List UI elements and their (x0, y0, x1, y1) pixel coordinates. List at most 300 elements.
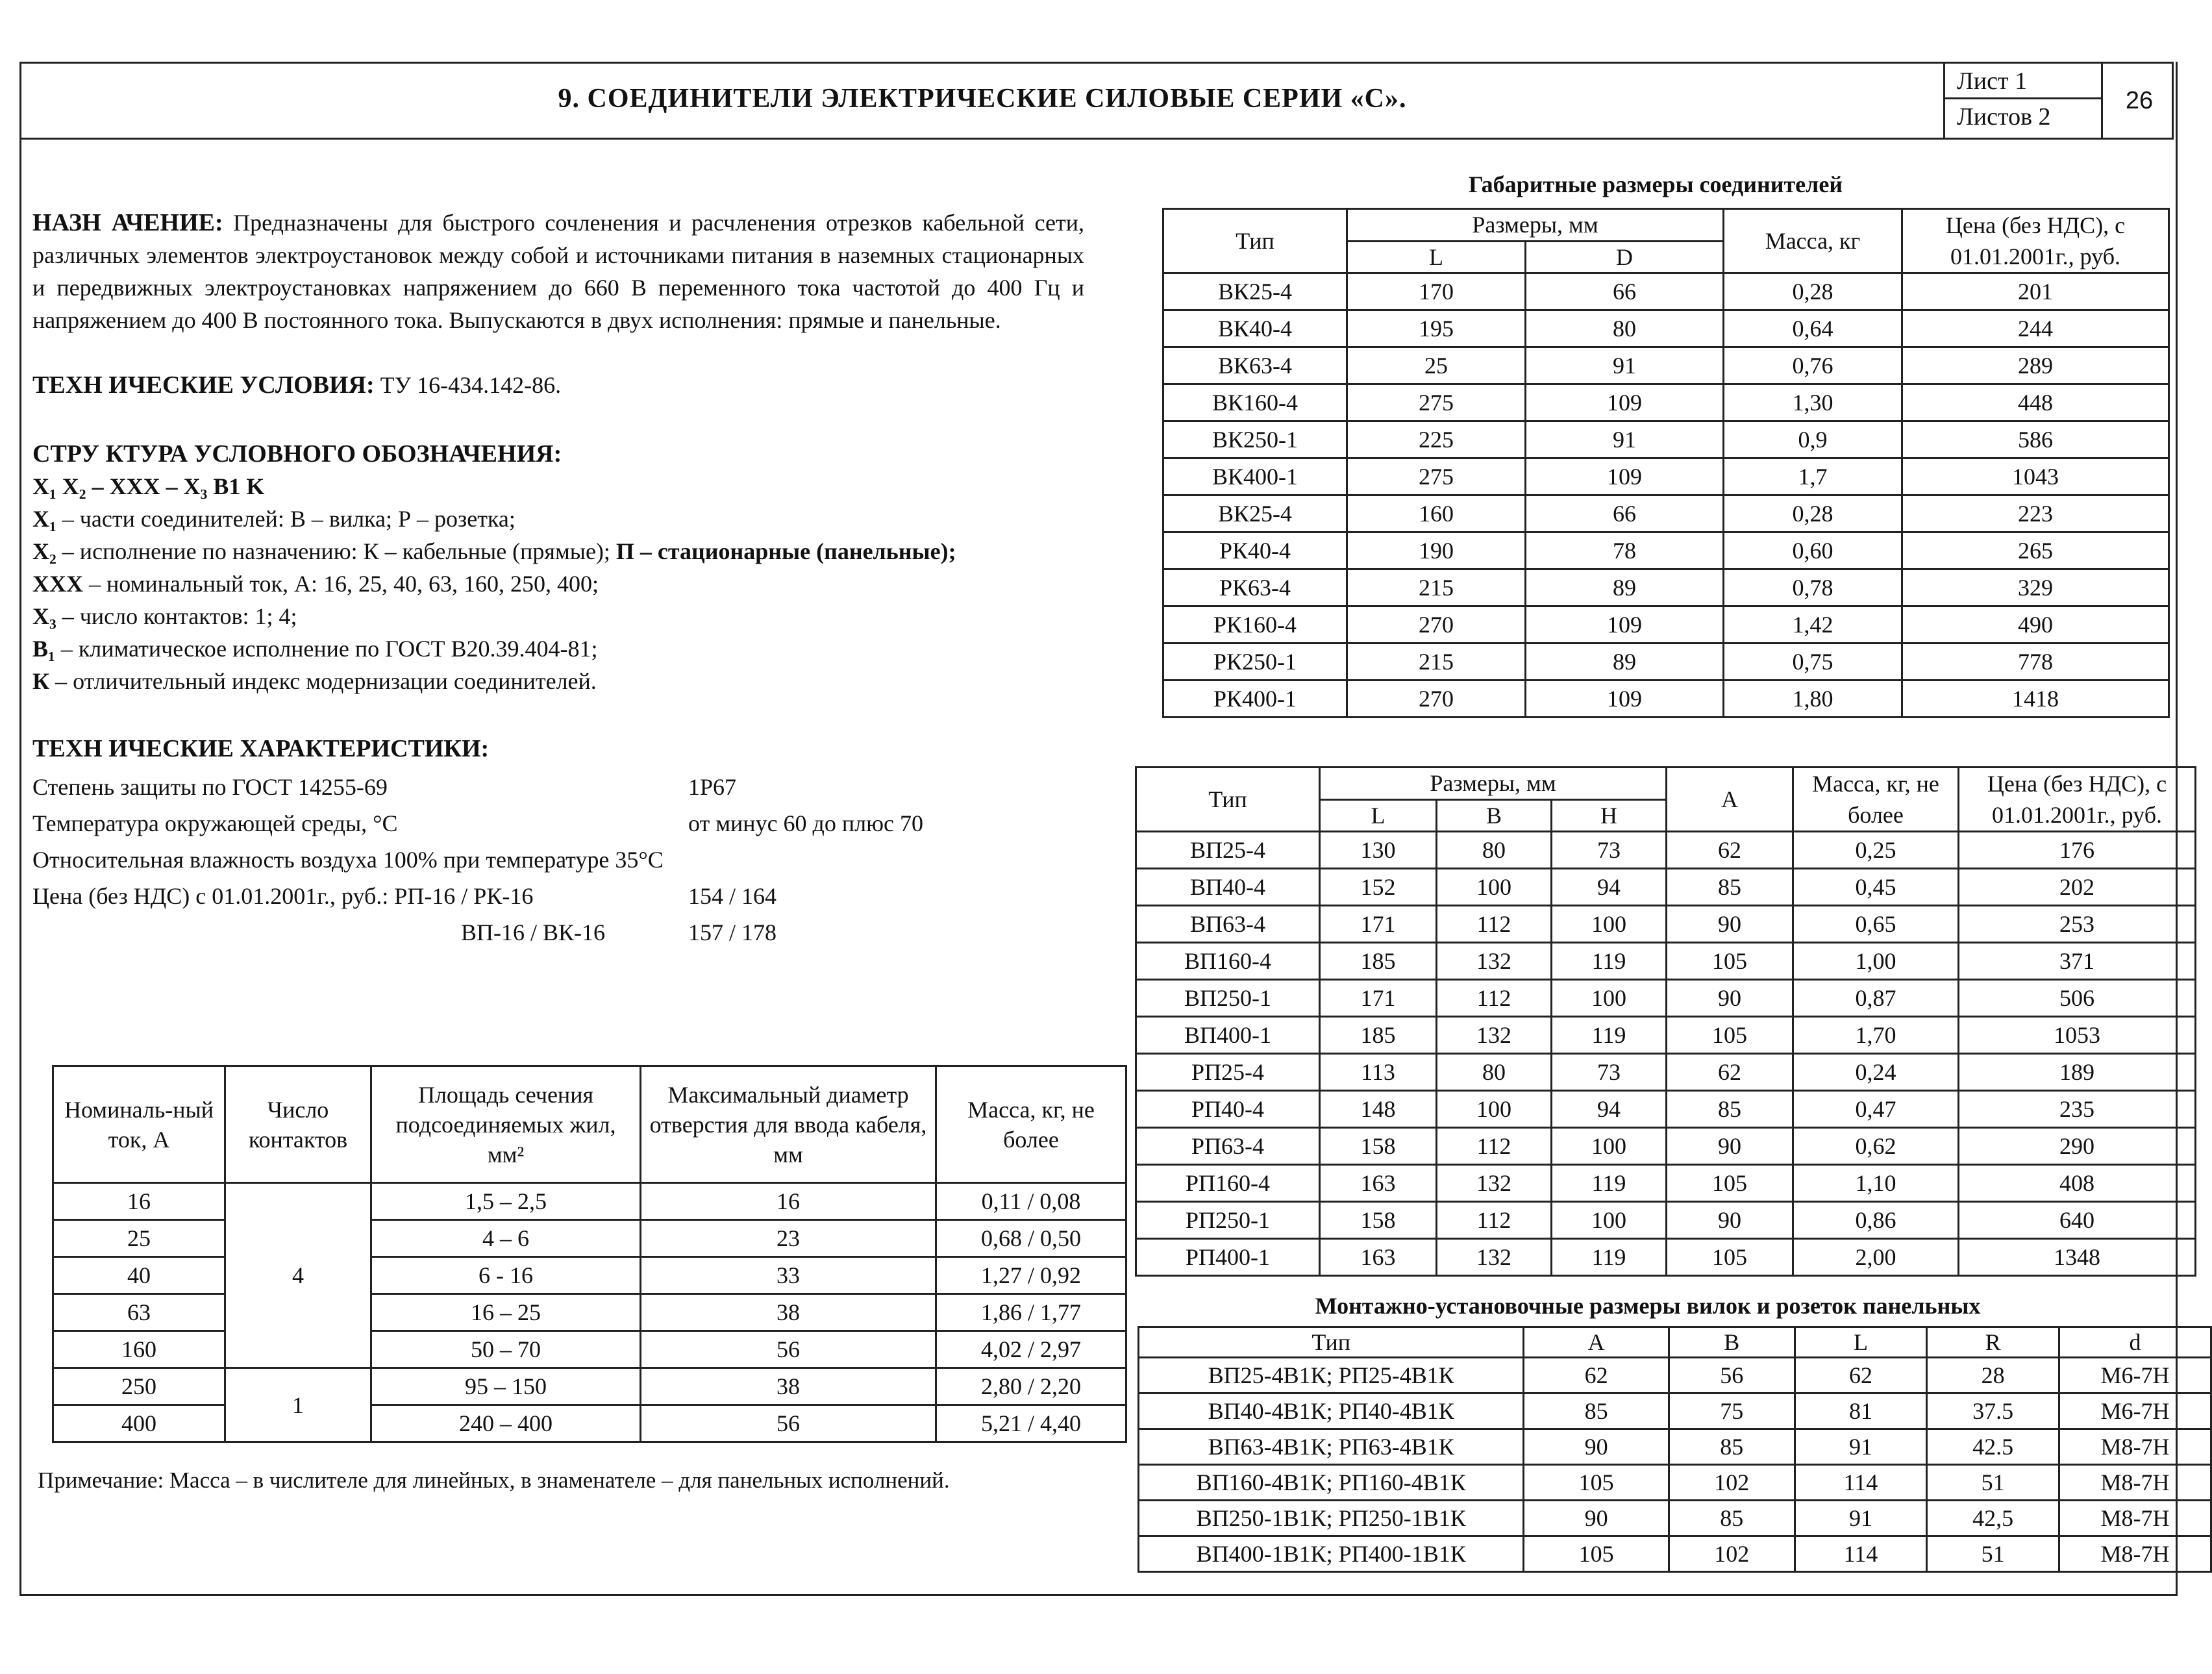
cable-cell: ВК250-1 (1163, 421, 1347, 458)
cable-cell: РК63-4 (1163, 569, 1347, 606)
sheets-count-label: Листов 2 (1957, 103, 2051, 131)
mount-header-cell: d (2059, 1327, 2211, 1358)
current-cell: 23 (641, 1220, 936, 1257)
mount-cell: 91 (1795, 1429, 1927, 1465)
cable-cell: РК40-4 (1163, 532, 1347, 569)
structure-lines (32, 503, 1084, 697)
current-cell: 1,27 / 0,92 (936, 1257, 1126, 1294)
cable-cell: 265 (1902, 532, 2169, 569)
cable-cell: 275 (1347, 458, 1526, 495)
purpose-text: Предназначены для быстрого сочленения и расчленения отрезков кабельной сети, различных элементов электроустановок между собой и источниками питания в наземных стационарных и передвижных электроустановках напряжением до 660 В переменного тока частотой до 400 Гц и напряжением до 400 В постоянного тока. Выпускаются в двух исполнения: прямые и панельные. (32, 210, 1084, 333)
cable-cell: 1,42 (1724, 606, 1902, 643)
cable-cell: ВК400-1 (1163, 458, 1347, 495)
mount-cell: 51 (1927, 1536, 2059, 1572)
panel-cell: 112 (1437, 906, 1552, 943)
structure-line (32, 535, 1084, 568)
panel-cell: 202 (1959, 869, 2196, 906)
current-cell: 1,5 – 2,5 (371, 1183, 641, 1220)
panel-table (1135, 766, 2196, 1277)
panel-cell: 640 (1959, 1202, 2196, 1239)
cable-cell: РК400-1 (1163, 681, 1347, 718)
mount-cell: ВП25-4В1К; РП25-4В1К (1139, 1358, 1524, 1393)
mount-cell: М6-7Н (2059, 1393, 2211, 1429)
panel-cell: 1,00 (1793, 943, 1959, 980)
purpose-paragraph (32, 206, 1084, 336)
cable-cell: 201 (1902, 273, 2169, 310)
panel-cell: 132 (1437, 1239, 1552, 1276)
mount-cell: 62 (1524, 1358, 1669, 1393)
panel-cell: РП63-4 (1136, 1128, 1320, 1165)
mount-cell: 28 (1927, 1358, 2059, 1393)
cable-th-sizes: Размеры, мм (1347, 209, 1724, 242)
mount-cell: М8-7Н (2059, 1501, 2211, 1536)
mount-cell: 105 (1524, 1465, 1669, 1501)
cable-cell: 109 (1526, 384, 1724, 421)
characteristics-heading: ТЕХН ИЧЕСКИЕ ХАРАКТЕРИСТИКИ: (32, 735, 490, 762)
panel-cell: 90 (1667, 906, 1793, 943)
panel-cell: 0,45 (1793, 869, 1959, 906)
panel-cell: 290 (1959, 1128, 2196, 1165)
structure-formula: X₁ X₂ – XXX – X₃ B1 K (32, 473, 265, 499)
cable-cell: 289 (1902, 347, 2169, 384)
cable-row (1163, 495, 2169, 532)
cable-cell: 329 (1902, 569, 2169, 606)
panel-cell: 100 (1437, 1091, 1552, 1128)
sheet-info (1943, 64, 2101, 138)
cable-row (1163, 681, 2169, 718)
specs-paragraph (32, 369, 1084, 401)
cable-cell: 80 (1526, 310, 1724, 347)
sheet-label: Лист 1 (1945, 64, 2101, 99)
panel-th-price: Цена (без НДС), с 01.01.2001г., руб. (1959, 768, 2196, 832)
panel-cell: 100 (1552, 906, 1667, 943)
mass-note: Примечание: Масса – в числителе для линейных, в знаменателе – для панельных исполнений. (38, 1468, 950, 1493)
panel-cell: 90 (1667, 1128, 1793, 1165)
cable-th-D: D (1526, 241, 1724, 273)
structure-line (32, 632, 1084, 665)
panel-cell: 1053 (1959, 1017, 2196, 1054)
panel-cell: 94 (1552, 1091, 1667, 1128)
current-row (53, 1331, 1126, 1368)
cable-cell: 275 (1347, 384, 1526, 421)
cable-cell: 170 (1347, 273, 1526, 310)
mount-header-cell: В (1669, 1327, 1795, 1358)
panel-cell: 185 (1320, 1017, 1437, 1054)
panel-cell: 1,10 (1793, 1165, 1959, 1202)
panel-cell: 112 (1437, 1128, 1552, 1165)
panel-cell: 62 (1667, 1054, 1793, 1091)
cable-cell: 91 (1526, 421, 1724, 458)
characteristic-label: Относительная влажность воздуха 100% при температуре 35°С (32, 847, 664, 873)
panel-cell: 105 (1667, 1239, 1793, 1276)
panel-row (1136, 869, 2196, 906)
current-header-cell: Номиналь-ный ток, А (53, 1066, 225, 1183)
current-cell: 2,80 / 2,20 (936, 1368, 1126, 1405)
mount-cell: 85 (1669, 1429, 1795, 1465)
panel-cell: 105 (1667, 1017, 1793, 1054)
cable-cell: 89 (1526, 643, 1724, 681)
panel-row (1136, 1239, 2196, 1276)
cable-cell: 215 (1347, 569, 1526, 606)
current-cell: 16 (641, 1183, 936, 1220)
mount-cell: М6-7Н (2059, 1358, 2211, 1393)
current-cell-contacts: 1 (225, 1368, 371, 1442)
cable-row (1163, 569, 2169, 606)
panel-cell: ВП63-4 (1136, 906, 1320, 943)
characteristic-row (32, 842, 1084, 878)
structure-key: К (32, 668, 50, 694)
cable-cell: 91 (1526, 347, 1724, 384)
structure-key: X₃ (32, 603, 56, 629)
mount-cell: 51 (1927, 1465, 2059, 1501)
mount-cell: ВП40-4В1К; РП40-4В1К (1139, 1393, 1524, 1429)
panel-cell: 100 (1552, 1202, 1667, 1239)
panel-cell: 0,24 (1793, 1054, 1959, 1091)
mount-header-cell: R (1927, 1327, 2059, 1358)
cable-row (1163, 532, 2169, 569)
structure-key: XXX (32, 571, 83, 597)
panel-cell: 0,86 (1793, 1202, 1959, 1239)
cable-cell: 109 (1526, 681, 1724, 718)
current-header-cell: Масса, кг, не более (936, 1066, 1126, 1183)
current-cell: 6 - 16 (371, 1257, 641, 1294)
current-cell: 56 (641, 1405, 936, 1442)
mount-header-cell: А (1524, 1327, 1669, 1358)
panel-cell: 235 (1959, 1091, 2196, 1128)
panel-cell: 112 (1437, 1202, 1552, 1239)
panel-cell: 506 (1959, 980, 2196, 1017)
panel-th-sizes: Размеры, мм (1320, 768, 1667, 800)
cable-table-caption: Габаритные размеры соединителей (1468, 171, 1843, 197)
current-row (53, 1183, 1126, 1220)
characteristic-label: Цена (без НДС) с 01.01.2001г., руб.: РП-16 / РК-16 (32, 883, 534, 909)
cable-row (1163, 458, 2169, 495)
mount-row (1139, 1429, 2211, 1465)
panel-cell: 105 (1667, 1165, 1793, 1202)
panel-cell: 90 (1667, 980, 1793, 1017)
panel-cell: РП25-4 (1136, 1054, 1320, 1091)
current-cell: 240 – 400 (371, 1405, 641, 1442)
cable-cell: ВК25-4 (1163, 273, 1347, 310)
cable-row (1163, 421, 2169, 458)
mount-cell: М8-7Н (2059, 1465, 2211, 1501)
panel-th-mass: Масса, кг, не более (1793, 768, 1959, 832)
structure-desc: – номинальный ток, А: 16, 25, 40, 63, 160, 250, 400; (83, 571, 599, 597)
current-cell: 16 – 25 (371, 1294, 641, 1331)
structure-desc: – число контактов: 1; 4; (56, 603, 297, 629)
mount-cell: 56 (1669, 1358, 1795, 1393)
panel-cell: 94 (1552, 869, 1667, 906)
panel-cell: 171 (1320, 906, 1437, 943)
mount-cell: 102 (1669, 1465, 1795, 1501)
characteristics-list (32, 769, 1084, 951)
cable-cell: 0,64 (1724, 310, 1902, 347)
structure-line (32, 568, 1084, 600)
current-row (53, 1405, 1126, 1442)
panel-th-A: А (1667, 768, 1793, 832)
cable-cell: 223 (1902, 495, 2169, 532)
cable-cell: ВК40-4 (1163, 310, 1347, 347)
current-cell-current: 40 (53, 1257, 225, 1294)
characteristic-value: 1Р67 (688, 774, 737, 800)
specs-heading: ТЕХН ИЧЕСКИЕ УСЛОВИЯ: (32, 371, 375, 399)
specs-text: ТУ 16-434.142-86. (380, 372, 562, 398)
mount-row (1139, 1465, 2211, 1501)
mount-cell: 91 (1795, 1501, 1927, 1536)
current-cell-current: 400 (53, 1405, 225, 1442)
panel-cell: 253 (1959, 906, 2196, 943)
cable-cell: 66 (1526, 273, 1724, 310)
panel-cell: 85 (1667, 869, 1793, 906)
mount-cell: 42,5 (1927, 1501, 2059, 1536)
current-row (53, 1257, 1126, 1294)
cable-row (1163, 384, 2169, 421)
current-cell: 33 (641, 1257, 936, 1294)
current-cell: 38 (641, 1368, 936, 1405)
panel-cell: ВП160-4 (1136, 943, 1320, 980)
mount-row (1139, 1501, 2211, 1536)
cable-cell: 778 (1902, 643, 2169, 681)
mount-cell: ВП400-1В1К; РП400-1В1К (1139, 1536, 1524, 1572)
mount-table-caption: Монтажно-установочные размеры вилок и розеток панельных (1315, 1293, 1981, 1319)
cable-th-L: L (1347, 241, 1526, 273)
cable-cell: 0,28 (1724, 273, 1902, 310)
panel-cell: 1,70 (1793, 1017, 1959, 1054)
current-cell: 4 – 6 (371, 1220, 641, 1257)
cable-cell: 25 (1347, 347, 1526, 384)
current-row (53, 1220, 1126, 1257)
panel-th-L: L (1320, 799, 1437, 832)
panel-cell: 100 (1552, 980, 1667, 1017)
cable-cell: 89 (1526, 569, 1724, 606)
mount-cell: 90 (1524, 1429, 1669, 1465)
cable-table (1162, 208, 2170, 718)
panel-cell: 152 (1320, 869, 1437, 906)
panel-cell: 0,25 (1793, 832, 1959, 869)
cable-cell: 270 (1347, 681, 1526, 718)
panel-row (1136, 1202, 2196, 1239)
structure-desc: – отличительный индекс модернизации соединителей. (49, 668, 597, 694)
current-cell-current: 16 (53, 1183, 225, 1220)
panel-row (1136, 1017, 2196, 1054)
panel-cell: 130 (1320, 832, 1437, 869)
mount-row (1139, 1358, 2211, 1393)
structure-heading: СТРУ КТУРА УСЛОВНОГО ОБОЗНАЧЕНИЯ: (32, 440, 562, 468)
current-cell: 4,02 / 2,97 (936, 1331, 1126, 1368)
cable-cell: 0,75 (1724, 643, 1902, 681)
cable-row (1163, 643, 2169, 681)
page-title: 9. СОЕДИНИТЕЛИ ЭЛЕКТРИЧЕСКИЕ СИЛОВЫЕ СЕРИИ «С». (558, 84, 1407, 114)
panel-cell: 132 (1437, 943, 1552, 980)
panel-cell: 171 (1320, 980, 1437, 1017)
panel-th-H: Н (1552, 799, 1667, 832)
panel-cell: 371 (1959, 943, 2196, 980)
mount-cell: 37.5 (1927, 1393, 2059, 1429)
structure-key: X₂ (32, 538, 56, 564)
mount-header-cell: L (1795, 1327, 1927, 1358)
panel-cell: 80 (1437, 1054, 1552, 1091)
panel-cell: 73 (1552, 1054, 1667, 1091)
panel-cell: 158 (1320, 1202, 1437, 1239)
characteristic-row (32, 805, 1084, 842)
structure-line (32, 503, 1084, 535)
cable-cell: 78 (1526, 532, 1724, 569)
panel-cell: 0,87 (1793, 980, 1959, 1017)
cable-cell: 1043 (1902, 458, 2169, 495)
panel-row (1136, 1091, 2196, 1128)
panel-cell: 112 (1437, 980, 1552, 1017)
mount-table (1137, 1326, 2212, 1573)
panel-cell: 85 (1667, 1091, 1793, 1128)
panel-th-B: В (1437, 799, 1552, 832)
panel-cell: 80 (1437, 832, 1552, 869)
mount-cell: 85 (1669, 1501, 1795, 1536)
cable-cell: 0,60 (1724, 532, 1902, 569)
structure-desc: – климатическое исполнение по ГОСТ В20.39.404-81; (55, 636, 598, 662)
characteristic-value: от минус 60 до плюс 70 (688, 810, 923, 836)
structure-desc: – части соединителей: В – вилка; Р – розетка; (56, 506, 516, 532)
current-cell: 38 (641, 1294, 936, 1331)
panel-cell: 119 (1552, 1017, 1667, 1054)
panel-cell: 0,62 (1793, 1128, 1959, 1165)
current-cell: 0,68 / 0,50 (936, 1220, 1126, 1257)
mount-cell: ВП63-4В1К; РП63-4В1К (1139, 1429, 1524, 1465)
panel-cell: 62 (1667, 832, 1793, 869)
mount-cell: 90 (1524, 1501, 1669, 1536)
current-cell-current: 160 (53, 1331, 225, 1368)
cable-row (1163, 606, 2169, 643)
cable-cell: РК160-4 (1163, 606, 1347, 643)
purpose-heading: НАЗН АЧЕНИЕ: (32, 209, 223, 236)
structure-line (32, 665, 1084, 697)
current-cell-contacts: 4 (225, 1183, 371, 1368)
panel-cell: 148 (1320, 1091, 1437, 1128)
cable-cell: 0,28 (1724, 495, 1902, 532)
cable-cell: 1418 (1902, 681, 2169, 718)
panel-row (1136, 906, 2196, 943)
cable-cell: 66 (1526, 495, 1724, 532)
current-cell: 56 (641, 1331, 936, 1368)
mount-row (1139, 1536, 2211, 1572)
panel-cell: 185 (1320, 943, 1437, 980)
panel-cell: 176 (1959, 832, 2196, 869)
panel-cell: 132 (1437, 1017, 1552, 1054)
cable-cell: 490 (1902, 606, 2169, 643)
mount-cell: М8-7Н (2059, 1429, 2211, 1465)
panel-cell: 73 (1552, 832, 1667, 869)
structure-key: B₁ (32, 636, 55, 662)
cable-cell: 1,80 (1724, 681, 1902, 718)
mount-cell: М8-7Н (2059, 1536, 2211, 1572)
cable-cell: 225 (1347, 421, 1526, 458)
panel-row (1136, 832, 2196, 869)
cable-cell: 0,76 (1724, 347, 1902, 384)
current-cell-current: 250 (53, 1368, 225, 1405)
title-block (19, 62, 2174, 140)
current-cell: 1,86 / 1,77 (936, 1294, 1126, 1331)
cable-cell: 0,9 (1724, 421, 1902, 458)
cable-cell: РК250-1 (1163, 643, 1347, 681)
current-cell: 50 – 70 (371, 1331, 641, 1368)
characteristic-label: Температура окружающей среды, °С (32, 810, 398, 836)
panel-cell: ВП400-1 (1136, 1017, 1320, 1054)
cable-cell: 190 (1347, 532, 1526, 569)
cable-cell: 586 (1902, 421, 2169, 458)
mount-cell: 42.5 (1927, 1429, 2059, 1465)
cable-cell: 0,78 (1724, 569, 1902, 606)
page-number: 26 (2101, 64, 2176, 138)
characteristic-row (32, 769, 1084, 805)
cable-row (1163, 310, 2169, 347)
panel-row (1136, 1128, 2196, 1165)
panel-cell: ВП25-4 (1136, 832, 1320, 869)
description-column (32, 206, 1084, 951)
structure-desc: – исполнение по назначению: К – кабельные (прямые); (56, 538, 616, 564)
panel-cell: 100 (1437, 869, 1552, 906)
current-cell: 95 – 150 (371, 1368, 641, 1405)
cable-cell: 109 (1526, 606, 1724, 643)
structure-bold-tail: П – стационарные (панельные); (615, 538, 956, 564)
panel-cell: 1348 (1959, 1239, 2196, 1276)
panel-cell: 2,00 (1793, 1239, 1959, 1276)
structure-key: X₁ (32, 506, 56, 532)
mount-cell: ВП250-1В1К; РП250-1В1К (1139, 1501, 1524, 1536)
mount-cell: 81 (1795, 1393, 1927, 1429)
panel-cell: ВП40-4 (1136, 869, 1320, 906)
panel-cell: 113 (1320, 1054, 1437, 1091)
current-cell: 0,11 / 0,08 (936, 1183, 1126, 1220)
panel-cell: 119 (1552, 1239, 1667, 1276)
panel-cell: 163 (1320, 1239, 1437, 1276)
current-cell: 5,21 / 4,40 (936, 1405, 1126, 1442)
panel-th-type: Тип (1136, 768, 1320, 832)
mount-cell: 102 (1669, 1536, 1795, 1572)
mount-cell: 105 (1524, 1536, 1669, 1572)
structure-line (32, 600, 1084, 632)
current-header-cell: Площадь сечения подсоединяемых жил, мм² (371, 1066, 641, 1183)
current-cell-current: 63 (53, 1294, 225, 1331)
cable-cell: 244 (1902, 310, 2169, 347)
cable-row (1163, 273, 2169, 310)
mount-header-cell: Тип (1139, 1327, 1524, 1358)
current-cell-current: 25 (53, 1220, 225, 1257)
characteristic-row (32, 914, 1084, 951)
panel-cell: 408 (1959, 1165, 2196, 1202)
cable-cell: 109 (1526, 458, 1724, 495)
mount-row (1139, 1393, 2211, 1429)
cable-cell: 160 (1347, 495, 1526, 532)
characteristic-label: ВП-16 / ВК-16 (461, 919, 606, 945)
panel-cell: РП40-4 (1136, 1091, 1320, 1128)
cable-cell: 215 (1347, 643, 1526, 681)
cable-cell: 448 (1902, 384, 2169, 421)
panel-cell: 189 (1959, 1054, 2196, 1091)
panel-cell: 0,47 (1793, 1091, 1959, 1128)
panel-cell: РП250-1 (1136, 1202, 1320, 1239)
panel-cell: 105 (1667, 943, 1793, 980)
cable-cell: 195 (1347, 310, 1526, 347)
panel-cell: РП160-4 (1136, 1165, 1320, 1202)
panel-row (1136, 980, 2196, 1017)
panel-row (1136, 1165, 2196, 1202)
panel-cell: 163 (1320, 1165, 1437, 1202)
cable-th-price: Цена (без НДС), с 01.01.2001г., руб. (1902, 209, 2169, 273)
cable-cell: ВК63-4 (1163, 347, 1347, 384)
characteristic-value: 157 / 178 (688, 919, 777, 945)
mount-cell: 62 (1795, 1358, 1927, 1393)
current-row (53, 1294, 1126, 1331)
characteristic-label: Степень защиты по ГОСТ 14255-69 (32, 774, 388, 800)
